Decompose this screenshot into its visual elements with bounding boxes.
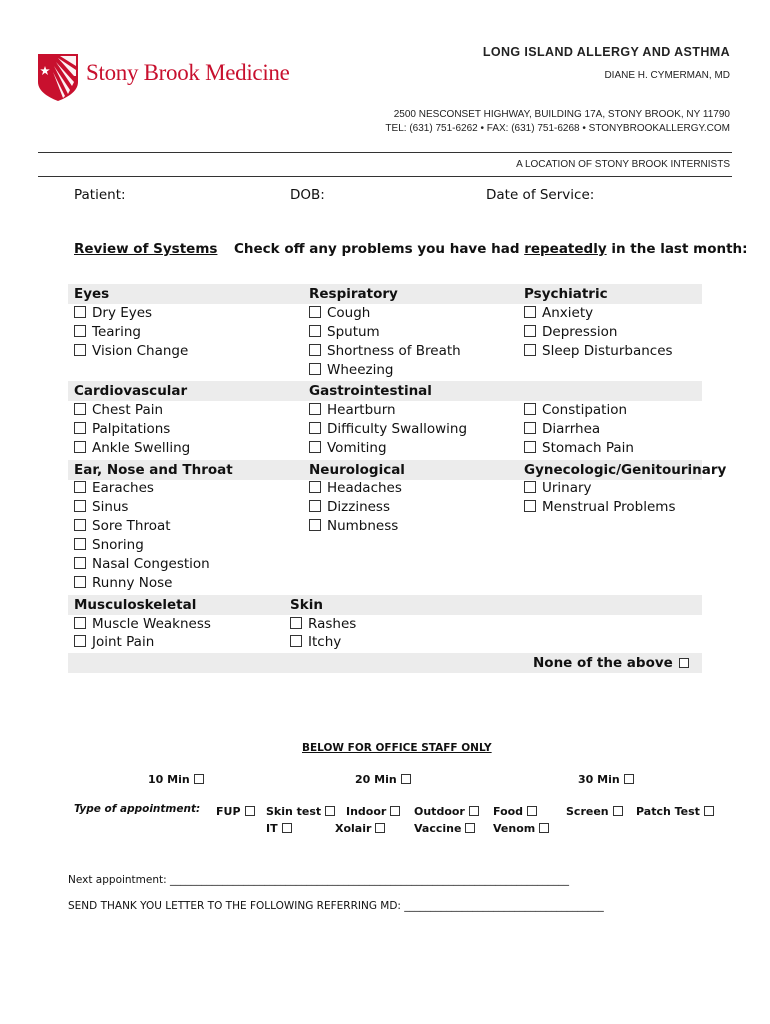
type-food[interactable] bbox=[493, 805, 537, 818]
item-label: Palpitations bbox=[92, 421, 171, 437]
type-outdoor[interactable] bbox=[414, 805, 479, 818]
type-label: Food bbox=[493, 805, 524, 818]
checkbox-difficulty-swallowing[interactable] bbox=[309, 421, 467, 437]
checkbox-earaches[interactable] bbox=[74, 480, 154, 496]
header-divider bbox=[38, 152, 732, 153]
office-staff-title: BELOW FOR OFFICE STAFF ONLY bbox=[302, 742, 492, 754]
type-label: Indoor bbox=[346, 805, 387, 818]
logo bbox=[36, 52, 316, 102]
checkbox-icon[interactable] bbox=[309, 403, 321, 415]
checkbox-numbness[interactable] bbox=[309, 518, 398, 534]
checkbox-depression[interactable] bbox=[524, 324, 617, 340]
checkbox-icon[interactable] bbox=[325, 806, 335, 816]
duration-label: 20 Min bbox=[355, 773, 397, 786]
practice-contact: TEL: (631) 751-6262 • FAX: (631) 751-6268 • STONYBROOKALLERGY.COM bbox=[385, 123, 730, 134]
type-skin-test[interactable] bbox=[266, 805, 335, 818]
checkbox-palpitations[interactable] bbox=[74, 421, 170, 437]
ros-instruction bbox=[234, 241, 748, 257]
review-of-systems-title: Review of Systems bbox=[74, 241, 218, 257]
checkbox-heartburn[interactable] bbox=[309, 402, 396, 418]
checkbox-icon[interactable] bbox=[74, 325, 86, 337]
checkbox-vision-change[interactable] bbox=[74, 343, 188, 359]
item-label: Vision Change bbox=[92, 343, 189, 359]
item-label: Earaches bbox=[92, 480, 154, 496]
checkbox-icon[interactable] bbox=[469, 806, 479, 816]
item-label: Joint Pain bbox=[92, 634, 155, 650]
item-label: Anxiety bbox=[542, 305, 594, 321]
neurological-heading: Neurological bbox=[309, 462, 405, 478]
item-label: Numbness bbox=[327, 518, 399, 534]
checkbox-icon[interactable] bbox=[74, 441, 86, 453]
dob-label: DOB: bbox=[290, 187, 325, 203]
type-label: Vaccine bbox=[414, 822, 462, 835]
duration-label: 10 Min bbox=[148, 773, 190, 786]
stony-brook-shield-icon bbox=[36, 52, 80, 102]
item-label: Tearing bbox=[92, 324, 141, 340]
type-label: Outdoor bbox=[414, 805, 465, 818]
item-label: Snoring bbox=[92, 537, 144, 553]
respiratory-heading: Respiratory bbox=[309, 286, 398, 302]
checkbox-icon[interactable] bbox=[679, 658, 689, 668]
psychiatric-heading: Psychiatric bbox=[524, 286, 608, 302]
checkbox-icon[interactable] bbox=[524, 441, 536, 453]
checkbox-icon[interactable] bbox=[624, 774, 634, 784]
checkbox-icon[interactable] bbox=[309, 306, 321, 318]
type-fup[interactable] bbox=[216, 805, 255, 818]
checkbox-constipation[interactable] bbox=[524, 402, 627, 418]
checkbox-shortness-of-breath[interactable] bbox=[309, 343, 461, 359]
checkbox-sore-throat[interactable] bbox=[74, 518, 171, 534]
checkbox-icon[interactable] bbox=[613, 806, 623, 816]
none-label: None of the above bbox=[533, 655, 673, 671]
type-label: Screen bbox=[566, 805, 609, 818]
checkbox-diarrhea[interactable] bbox=[524, 421, 600, 437]
checkbox-dizziness[interactable] bbox=[309, 499, 390, 515]
item-label: Runny Nose bbox=[92, 575, 173, 591]
checkbox-icon[interactable] bbox=[309, 519, 321, 531]
practice-name: LONG ISLAND ALLERGY AND ASTHMA bbox=[482, 45, 730, 59]
item-label: Vomiting bbox=[327, 440, 387, 456]
checkbox-icon[interactable] bbox=[74, 481, 86, 493]
checkbox-tearing[interactable] bbox=[74, 324, 141, 340]
checkbox-icon[interactable] bbox=[704, 806, 714, 816]
checkbox-icon[interactable] bbox=[465, 823, 475, 833]
type-it[interactable] bbox=[266, 822, 292, 835]
checkbox-icon[interactable] bbox=[74, 422, 86, 434]
practice-address: 2500 NESCONSET HIGHWAY, BUILDING 17A, STONY BROOK, NY 11790 bbox=[393, 109, 730, 120]
appointment-type-label: Type of appointment: bbox=[74, 803, 201, 815]
item-label: Sore Throat bbox=[92, 518, 171, 534]
checkbox-vomiting[interactable] bbox=[309, 440, 387, 456]
ros-instruction-post: in the last month: bbox=[606, 241, 748, 257]
checkbox-stomach-pain[interactable] bbox=[524, 440, 634, 456]
type-screen[interactable] bbox=[566, 805, 623, 818]
skin-heading: Skin bbox=[290, 597, 323, 613]
checkbox-icon[interactable] bbox=[309, 481, 321, 493]
duration-20-min[interactable] bbox=[355, 773, 411, 786]
checkbox-sinus[interactable] bbox=[74, 499, 128, 515]
type-venom[interactable] bbox=[493, 822, 549, 835]
date-of-service-label: Date of Service: bbox=[486, 187, 595, 203]
item-label: Urinary bbox=[542, 480, 592, 496]
type-label: Venom bbox=[493, 822, 536, 835]
checkbox-icon[interactable] bbox=[74, 344, 86, 356]
cardiovascular-heading: Cardiovascular bbox=[74, 383, 188, 399]
checkbox-sputum[interactable] bbox=[309, 324, 380, 340]
item-label: Dry Eyes bbox=[92, 305, 153, 321]
item-label: Wheezing bbox=[327, 362, 394, 378]
type-vaccine[interactable] bbox=[414, 822, 475, 835]
header-divider-bottom bbox=[38, 176, 732, 177]
checkbox-icon[interactable] bbox=[74, 500, 86, 512]
location-note: A LOCATION OF STONY BROOK INTERNISTS bbox=[516, 159, 730, 170]
checkbox-runny-nose[interactable] bbox=[74, 575, 172, 591]
item-label: Menstrual Problems bbox=[542, 499, 676, 515]
gastrointestinal-heading: Gastrointestinal bbox=[309, 383, 432, 399]
checkbox-icon[interactable] bbox=[524, 500, 536, 512]
checkbox-icon[interactable] bbox=[74, 403, 86, 415]
item-label: Dizziness bbox=[327, 499, 390, 515]
checkbox-joint-pain[interactable] bbox=[74, 634, 154, 650]
checkbox-icon[interactable] bbox=[74, 538, 86, 550]
checkbox-icon[interactable] bbox=[527, 806, 537, 816]
ros-instruction-pre: Check off any problems you have had bbox=[234, 241, 525, 257]
item-label: Cough bbox=[327, 305, 371, 321]
checkbox-urinary[interactable] bbox=[524, 480, 592, 496]
type-xolair[interactable] bbox=[335, 822, 385, 835]
checkbox-icon[interactable] bbox=[74, 617, 86, 629]
checkbox-wheezing[interactable] bbox=[309, 362, 393, 378]
type-label: IT bbox=[266, 822, 278, 835]
checkbox-icon[interactable] bbox=[401, 774, 411, 784]
item-label: Difficulty Swallowing bbox=[327, 421, 468, 437]
type-patch-test[interactable] bbox=[636, 805, 714, 818]
type-label: Skin test bbox=[266, 805, 322, 818]
checkbox-rashes[interactable] bbox=[290, 616, 356, 632]
item-label: Constipation bbox=[542, 402, 628, 418]
checkbox-icon[interactable] bbox=[524, 325, 536, 337]
doctor-name: DIANE H. CYMERMAN, MD bbox=[604, 70, 730, 81]
item-label: Muscle Weakness bbox=[92, 616, 211, 632]
duration-30-min[interactable] bbox=[578, 773, 634, 786]
checkbox-menstrual-problems[interactable] bbox=[524, 499, 675, 515]
none-of-the-above[interactable] bbox=[533, 655, 689, 671]
checkbox-icon[interactable] bbox=[390, 806, 400, 816]
item-label: Itchy bbox=[308, 634, 342, 650]
type-label: Xolair bbox=[335, 822, 372, 835]
checkbox-icon[interactable] bbox=[375, 823, 385, 833]
type-label: Patch Test bbox=[636, 805, 700, 818]
type-label: FUP bbox=[216, 805, 241, 818]
musculoskeletal-heading: Musculoskeletal bbox=[74, 597, 197, 613]
item-label: Diarrhea bbox=[542, 421, 601, 437]
checkbox-nasal-congestion[interactable] bbox=[74, 556, 210, 572]
checkbox-chest-pain[interactable] bbox=[74, 402, 163, 418]
checkbox-icon[interactable] bbox=[194, 774, 204, 784]
checkbox-ankle-swelling[interactable] bbox=[74, 440, 190, 456]
item-label: Ankle Swelling bbox=[92, 440, 191, 456]
checkbox-icon[interactable] bbox=[74, 635, 86, 647]
duration-10-min[interactable] bbox=[148, 773, 204, 786]
ent-heading: Ear, Nose and Throat bbox=[74, 462, 233, 478]
checkbox-icon[interactable] bbox=[309, 422, 321, 434]
checkbox-itchy[interactable] bbox=[290, 634, 341, 650]
item-label: Sleep Disturbances bbox=[542, 343, 673, 359]
checkbox-icon[interactable] bbox=[245, 806, 255, 816]
gynecologic-heading: Gynecologic/Genitourinary bbox=[524, 462, 727, 478]
checkbox-icon[interactable] bbox=[539, 823, 549, 833]
item-label: Heartburn bbox=[327, 402, 396, 418]
checkbox-cough[interactable] bbox=[309, 305, 370, 321]
checkbox-icon[interactable] bbox=[74, 519, 86, 531]
checkbox-icon[interactable] bbox=[309, 363, 321, 375]
ros-instruction-emphasis: repeatedly bbox=[524, 241, 607, 257]
item-label: Sputum bbox=[327, 324, 380, 340]
checkbox-headaches[interactable] bbox=[309, 480, 402, 496]
checkbox-icon[interactable] bbox=[524, 344, 536, 356]
eyes-heading: Eyes bbox=[74, 286, 110, 302]
duration-label: 30 Min bbox=[578, 773, 620, 786]
item-label: Sinus bbox=[92, 499, 129, 515]
checkbox-sleep-disturbances[interactable] bbox=[524, 343, 673, 359]
checkbox-muscle-weakness[interactable] bbox=[74, 616, 211, 632]
checkbox-icon[interactable] bbox=[282, 823, 292, 833]
patient-label: Patient: bbox=[74, 187, 126, 203]
checkbox-icon[interactable] bbox=[524, 403, 536, 415]
checkbox-icon[interactable] bbox=[290, 635, 302, 647]
next-appointment-field[interactable]: Next appointment: ____________________________________________________________________________ bbox=[68, 874, 570, 886]
item-label: Chest Pain bbox=[92, 402, 164, 418]
checkbox-icon[interactable] bbox=[74, 576, 86, 588]
item-label: Depression bbox=[542, 324, 618, 340]
checkbox-dry-eyes[interactable] bbox=[74, 305, 152, 321]
checkbox-icon[interactable] bbox=[309, 441, 321, 453]
item-label: Stomach Pain bbox=[542, 440, 634, 456]
checkbox-icon[interactable] bbox=[74, 557, 86, 569]
logo-wordmark: Stony Brook Medicine bbox=[86, 60, 290, 85]
checkbox-icon[interactable] bbox=[309, 325, 321, 337]
referring-md-field[interactable]: SEND THANK YOU LETTER TO THE FOLLOWING REFERRING MD: ______________________________________ bbox=[68, 900, 604, 912]
item-label: Rashes bbox=[308, 616, 357, 632]
type-indoor[interactable] bbox=[346, 805, 400, 818]
checkbox-icon[interactable] bbox=[309, 344, 321, 356]
checkbox-icon[interactable] bbox=[524, 306, 536, 318]
item-label: Shortness of Breath bbox=[327, 343, 461, 359]
checkbox-icon[interactable] bbox=[290, 617, 302, 629]
checkbox-icon[interactable] bbox=[524, 481, 536, 493]
checkbox-anxiety[interactable] bbox=[524, 305, 593, 321]
checkbox-icon[interactable] bbox=[74, 306, 86, 318]
item-label: Headaches bbox=[327, 480, 402, 496]
checkbox-snoring[interactable] bbox=[74, 537, 144, 553]
checkbox-icon[interactable] bbox=[524, 422, 536, 434]
checkbox-icon[interactable] bbox=[309, 500, 321, 512]
item-label: Nasal Congestion bbox=[92, 556, 210, 572]
